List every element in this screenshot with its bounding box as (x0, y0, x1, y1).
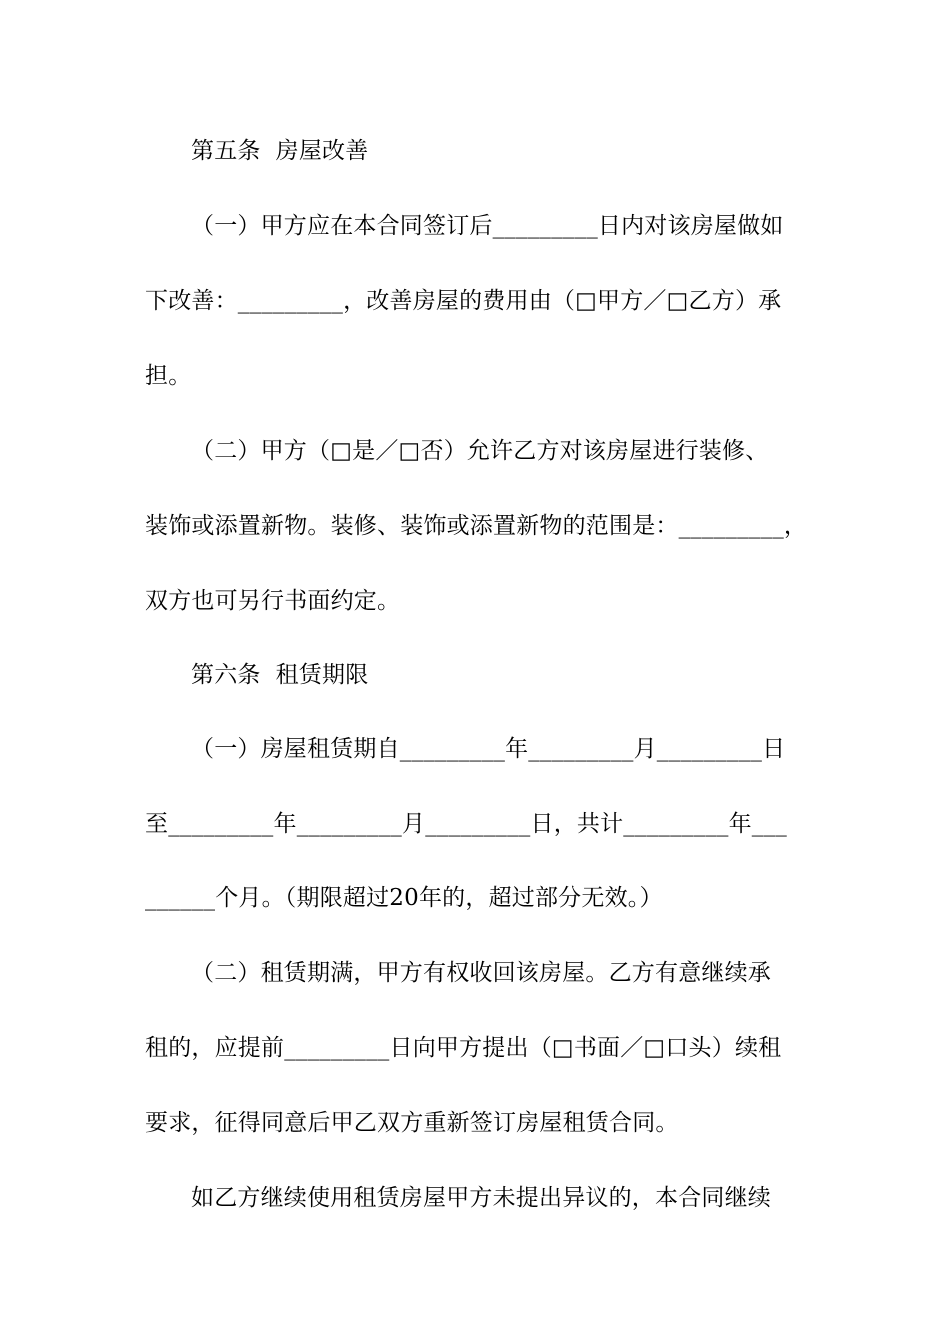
paragraph-line: 装饰或添置新物。装修、装饰或添置新物的范围是：_________， (145, 513, 808, 539)
article-6-heading: 第六条 租赁期限 (191, 662, 369, 688)
paragraph-line: （一）房屋租赁期自_________年_________月_________日 (191, 736, 786, 762)
paragraph-line: 至_________年_________月_________日，共计_________年___ (145, 811, 787, 837)
paragraph-line: （二）租赁期满，甲方有权收回该房屋。乙方有意继续承 (191, 960, 771, 986)
paragraph-line: 双方也可另行书面约定。 (145, 588, 401, 614)
article-5-heading: 第五条 房屋改善 (191, 138, 369, 164)
paragraph-line: （一）甲方应在本合同签订后_________日内对该房屋做如 (191, 213, 784, 239)
paragraph-line: 租的，应提前_________日向甲方提出（□书面／□口头）续租 (145, 1035, 782, 1061)
paragraph-line: 要求，征得同意后甲乙双方重新签订房屋租赁合同。 (145, 1110, 679, 1136)
paragraph-line: 如乙方继续使用租赁房屋甲方未提出异议的，本合同继续 (191, 1185, 771, 1211)
paragraph-line: ______个月。（期限超过20年的，超过部分无效。） (145, 885, 663, 911)
paragraph-line: （二）甲方（□是／□否）允许乙方对该房屋进行装修、 (191, 438, 769, 464)
paragraph-line: 担。 (145, 363, 192, 389)
paragraph-line: 下改善：_________，改善房屋的费用由（□甲方／□乙方）承 (145, 288, 782, 314)
